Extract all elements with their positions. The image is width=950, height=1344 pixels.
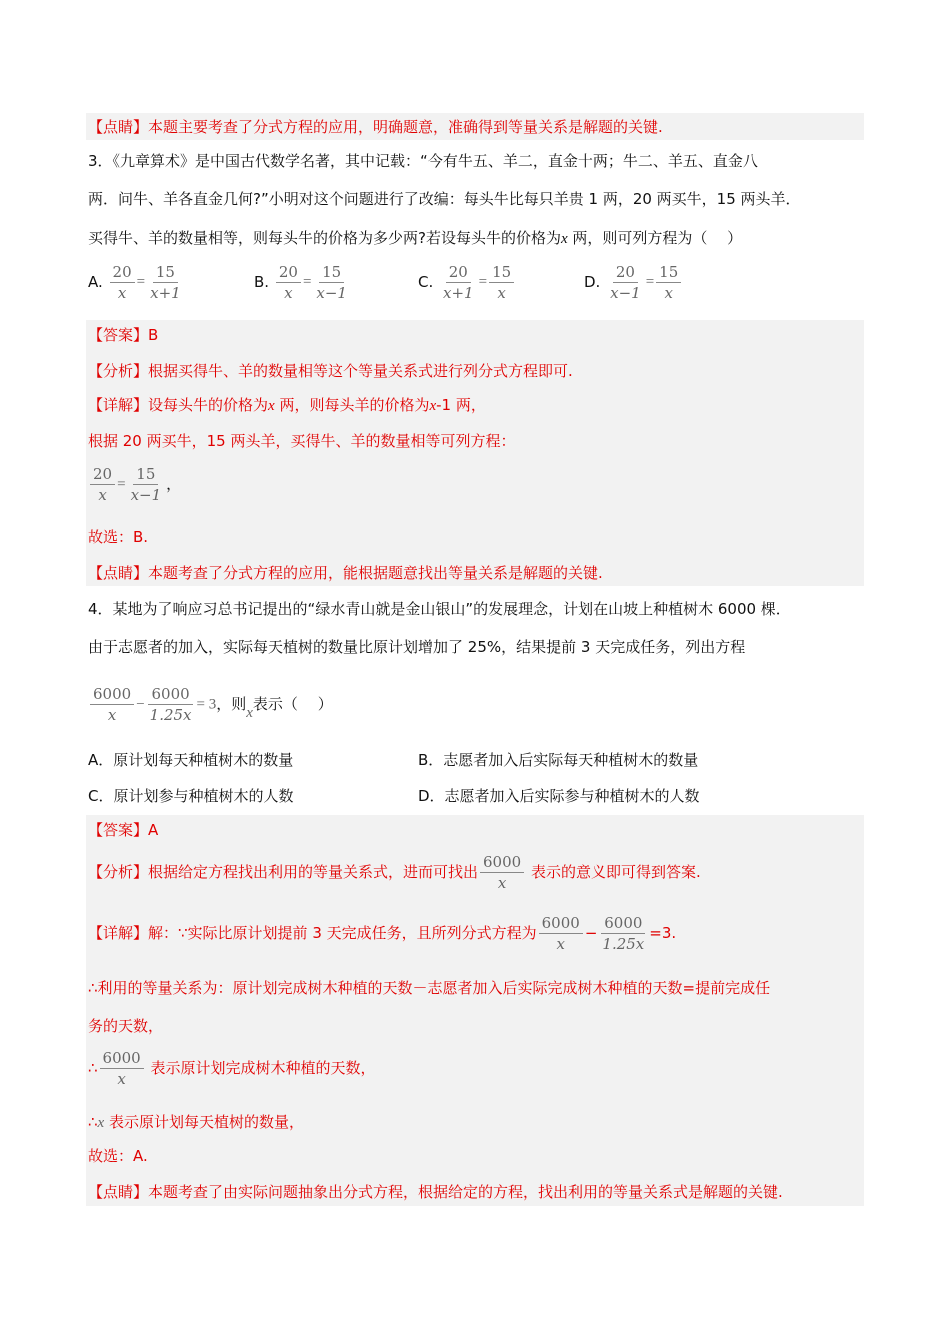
numerator: 6000 [539,913,583,934]
denominator: x+1 [443,284,474,302]
denominator: 1.25x [149,706,192,724]
q3-detail-2: 根据 20 两买牛，15 两头羊，买得牛、羊的数量相等可列方程： [88,432,516,450]
minus: − [136,696,145,713]
equals: = [645,274,655,290]
q3-detail-1 [88,395,486,416]
q3-line-2: 两．问牛、羊各直金几何?”小明对这个问题进行了改编：每头牛比每只羊贵 1 两，20 两买牛，15 两头羊． [88,190,801,208]
fraction [539,913,583,954]
fraction [110,262,135,303]
q3-equation [88,464,181,505]
fraction [147,262,184,303]
fraction [147,684,195,725]
q3-option-b[interactable] [254,262,352,303]
fraction [480,852,524,893]
q4-line-3 [88,684,333,725]
q4-option-c[interactable]: C．原计划参与种植树木的人数 [88,787,294,805]
numerator: 20 [276,262,301,283]
q4-analysis [88,852,701,893]
fraction [489,262,514,303]
text: 两，则每头羊的价格为 [274,396,430,414]
q4-option-d[interactable]: D．志愿者加入后实际参与种植树木的人数 [418,787,700,805]
therefore-symbol: ∴ [88,1113,98,1131]
var-x: x [246,705,253,721]
q4-option-b[interactable]: B．志愿者加入后实际每天种植树木的数量 [418,751,699,769]
fraction [607,262,644,303]
numerator: 6000 [601,913,645,934]
solution-block-bg [86,320,864,586]
q3-analysis: 【分析】根据买得牛、羊的数量相等这个等量关系式进行列分式方程即可. [88,362,573,380]
text: ，则 [216,695,247,713]
text: -1 两， [436,396,486,414]
q3-option-d[interactable] [584,262,683,303]
denominator: x [284,284,293,302]
var-x: x [268,398,275,414]
denominator: x−1 [610,284,641,302]
var-x: x [429,398,437,414]
prev-dianjing: 【点睛】本题主要考查了分式方程的应用，明确题意，准确得到等量关系是解题的关键. [88,118,663,136]
fraction [313,262,350,303]
text: =3. [649,924,677,942]
denominator: x−1 [316,284,347,302]
minus: − [584,924,598,942]
denominator: x [664,284,673,302]
text: 【分析】根据给定方程找出利用的等量关系式，进而可找出 [88,863,479,881]
text: 【详解】解：∵实际比原计划提前 3 天完成任务，且所列分式方程为 [88,924,537,942]
numerator: 6000 [148,684,192,705]
denominator: x+1 [150,284,181,302]
q4-line-2: 由于志愿者的加入，实际每天植树的数量比原计划增加了 25%，结果提前 3 天完成任务，列出方程 [88,638,746,656]
text: 表示（ ） [252,695,333,713]
text: 买得牛、羊的数量相等，则每头牛的价格为多少两?若设每头牛的价格为 [88,229,561,247]
fraction [128,464,165,505]
equals: = [302,274,312,290]
var-x: x [97,1115,105,1131]
denominator: 1.25x [602,935,645,953]
numerator: 15 [319,262,344,283]
equals: = [136,274,146,290]
q4-option-a[interactable]: A．原计划每天种植树木的数量 [88,751,294,769]
equals: = [117,476,126,493]
text: 两，则可列方程为（ ） [567,229,743,247]
denominator: x [117,284,127,302]
q4-relation-2: 务的天数， [88,1017,164,1035]
q4-detail [88,913,676,954]
fraction [90,464,115,505]
denominator: x [107,706,117,724]
q4-therefore-2 [88,1112,304,1133]
q3-answer: 【答案】B [88,326,159,344]
numerator: 20 [613,262,638,283]
equals: = [478,274,488,290]
q4-relation-1: ∴利用的等量关系为：原计划完成树木种植的天数－志愿者加入后实际完成树木种植的天数=提前完成任 [88,979,771,997]
q4-therefore-1 [88,1048,376,1089]
q3-option-a[interactable] [88,262,186,303]
numerator: 15 [153,262,178,283]
q3-choose: 故选：B. [88,528,149,546]
denominator: x [556,935,565,953]
numerator: 6000 [480,852,524,873]
numerator: 20 [446,262,471,283]
denominator: x [497,284,506,302]
option-label: A. [88,273,103,291]
numerator: 6000 [90,684,134,705]
fraction [276,262,301,303]
fraction [599,913,647,954]
text: 表示原计划每天植树的数量， [109,1113,305,1131]
option-label: C. [418,273,434,291]
q3-line-3 [88,228,742,249]
text: ， [166,475,182,493]
numerator: 15 [489,262,514,283]
numerator: 20 [110,262,135,283]
rhs: = 3 [196,696,217,713]
fraction [656,262,681,303]
q4-answer: 【答案】A [88,821,159,839]
q4-line-1: 4．某地为了响应习总书记提出的“绿水青山就是金山银山”的发展理念，计划在山坡上种植树木 6000 棵． [88,600,791,618]
q3-dianjing: 【点睛】本题考查了分式方程的应用，能根据题意找出等量关系是解题的关键. [88,564,603,582]
q4-choose: 故选：A. [88,1147,148,1165]
numerator: 6000 [100,1048,144,1069]
numerator: 15 [656,262,681,283]
therefore-symbol: ∴ [88,1059,98,1077]
text: 【详解】设每头牛的价格为 [88,396,269,414]
denominator: x [117,1070,126,1088]
option-label: D. [584,273,601,291]
q3-option-c[interactable] [418,262,516,303]
text: 表示的意义即可得到答案. [530,863,701,881]
text: 表示原计划完成树木种植的天数， [150,1059,376,1077]
fraction [100,1048,144,1089]
option-label: B. [254,273,270,291]
denominator: x−1 [130,486,162,504]
denominator: x [497,874,507,892]
fraction [440,262,477,303]
denominator: x [98,486,107,504]
var-x: x [560,231,568,247]
q4-dianjing: 【点睛】本题考查了由实际问题抽象出分式方程，根据给定的方程，找出利用的等量关系式是解题的关键. [88,1183,783,1201]
fraction [90,684,134,725]
numerator: 20 [90,464,115,485]
q3-line-1: 3．《九章算术》是中国古代数学名著，其中记载：“今有牛五、羊二，直金十两；牛二、羊五、直金八 [88,152,758,170]
numerator: 15 [133,464,158,485]
